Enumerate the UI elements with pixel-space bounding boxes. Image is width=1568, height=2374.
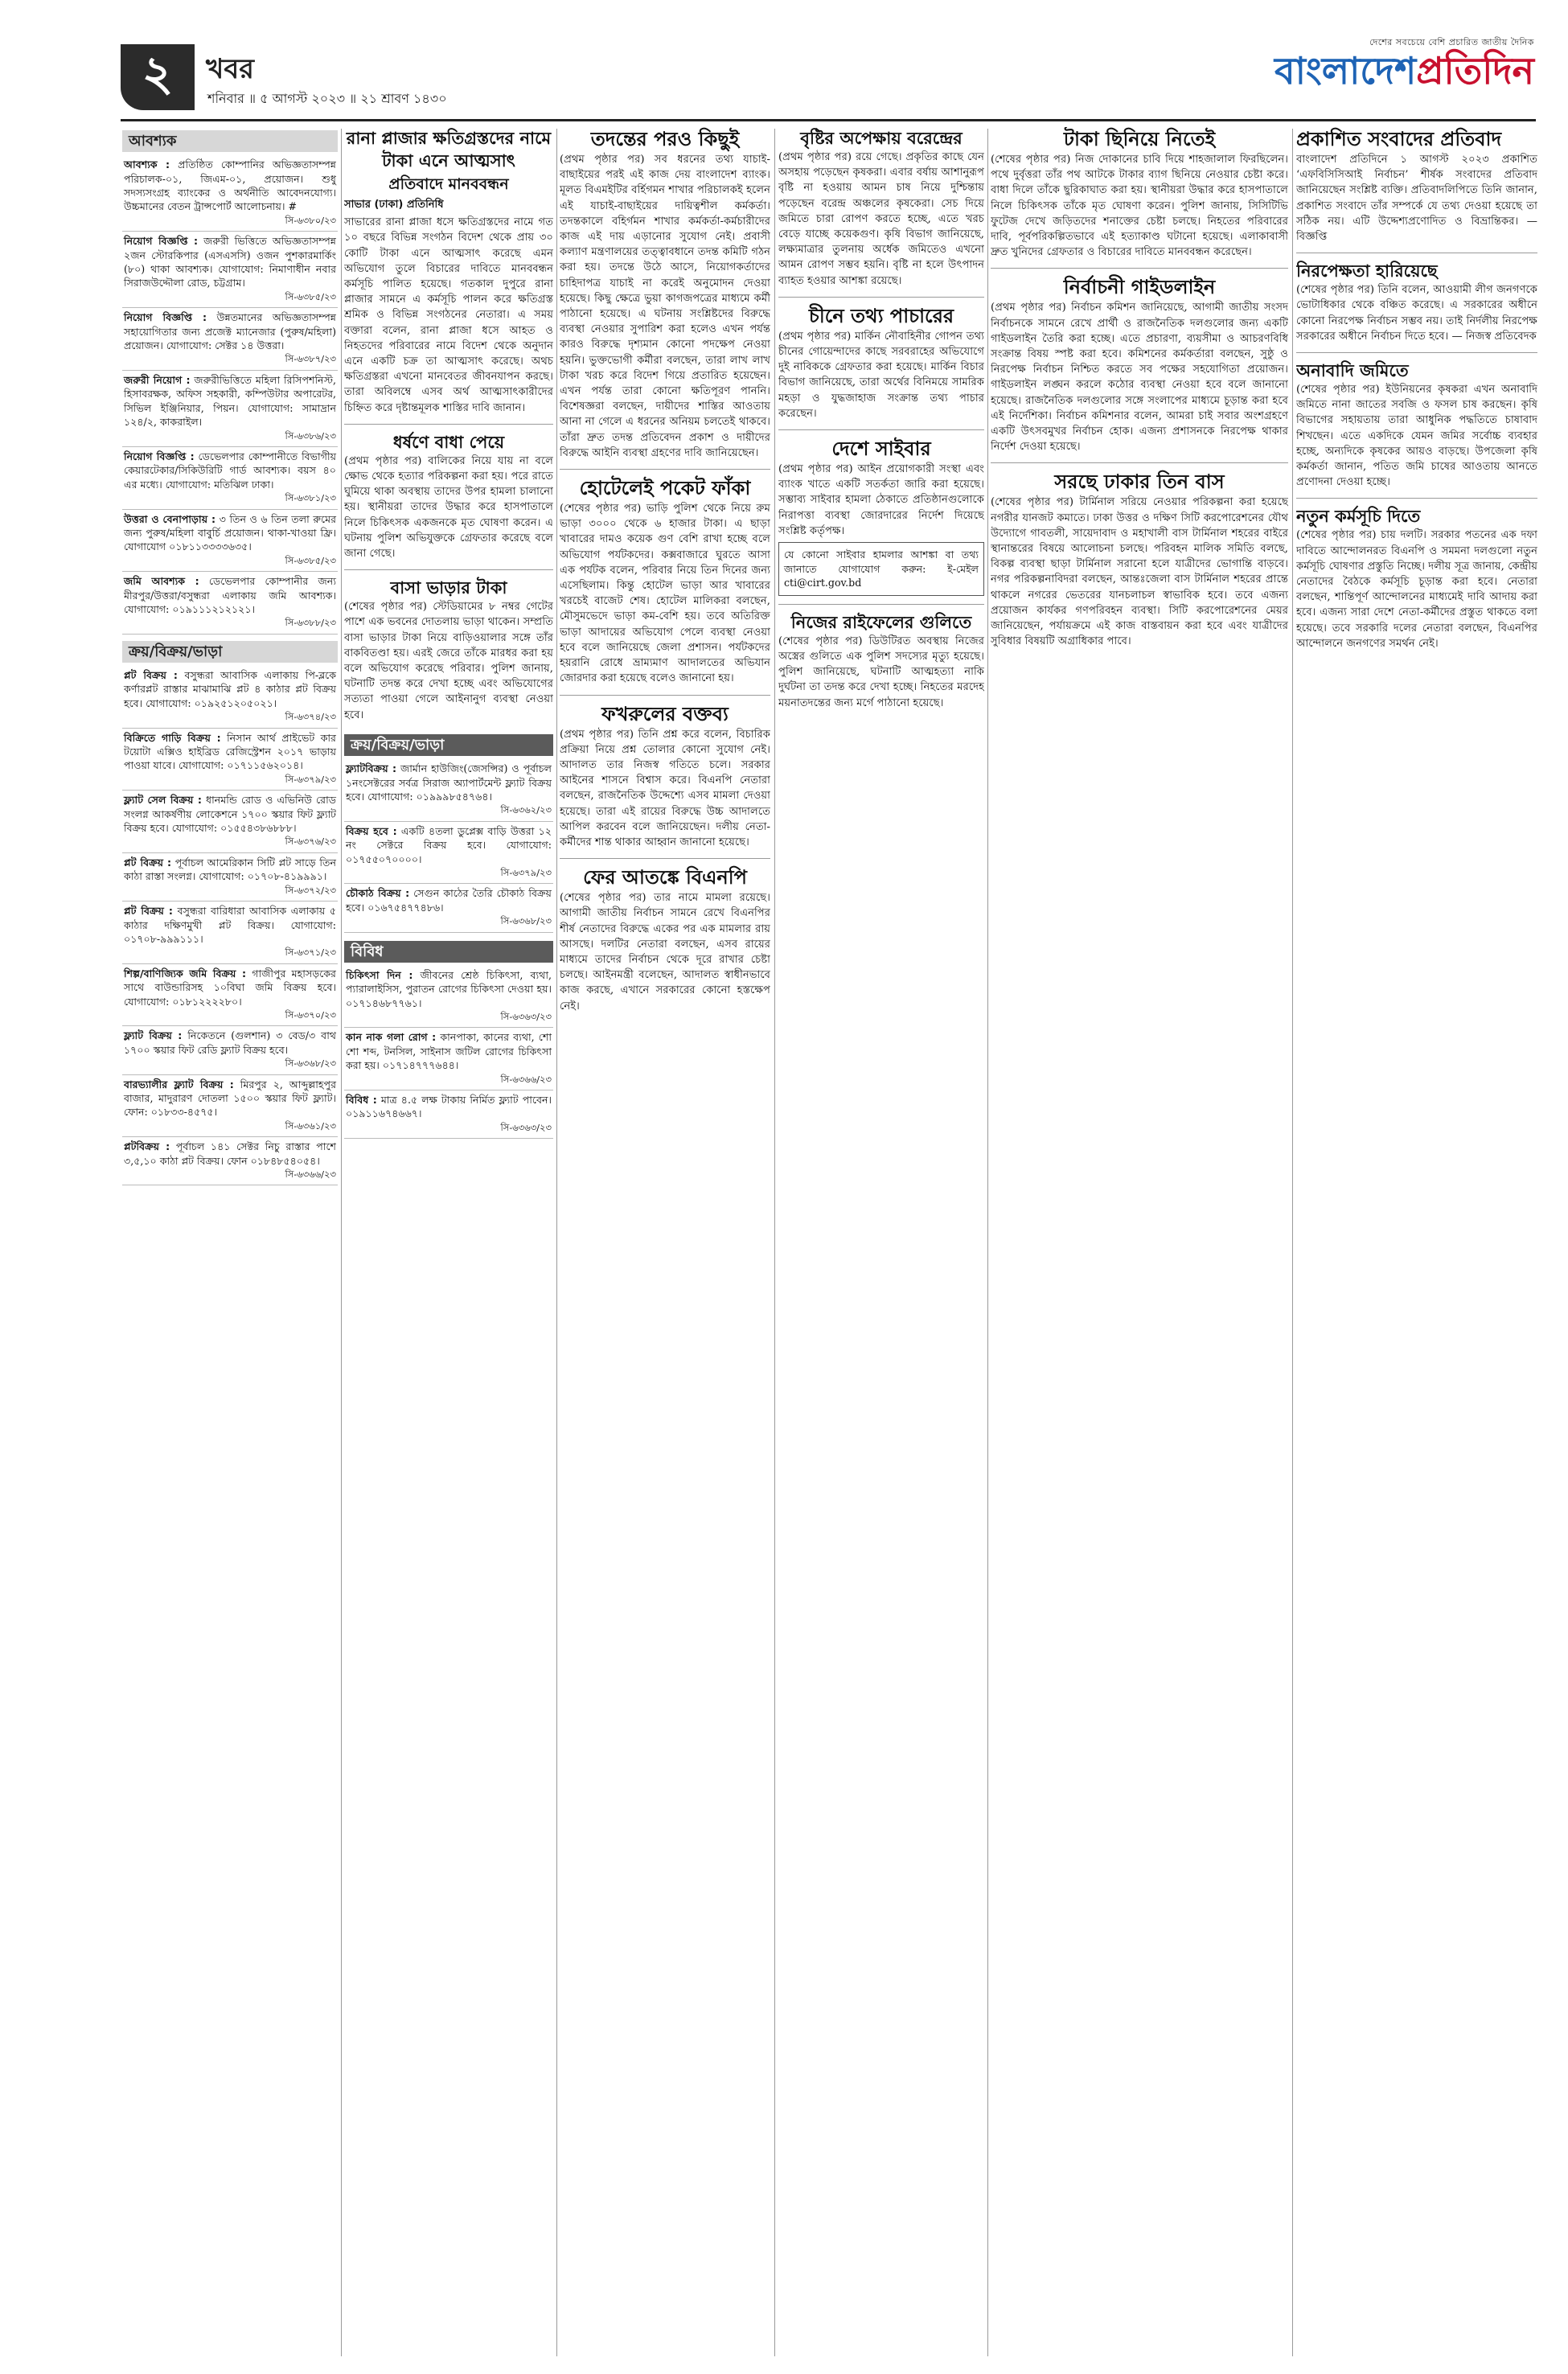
classified-ad-title: উত্তরা ও বেনাপাড়ায় : xyxy=(124,512,216,525)
story-headline: চীনে তথ্য পাচারের xyxy=(808,304,954,327)
story-body: (প্রথম পৃষ্ঠার পর) আইন প্রয়োগকারী সংস্থা এবং ব্যাংক খাতে একটি সতর্কতা জারি করা হয়েছে। সম্ভাব্য সাইবার হামলা ঠেকাতে প্রতিষ্ঠানগুলোকে নিরাপত্তা ব্যবস্থা জোরদারের নির্দেশ দিয়েছে সংশ্লিষ্ট কর্তৃপক্ষ। xyxy=(778,463,984,537)
classified-ad-body: সেগুন কাঠের তৈরি চৌকাঠ বিক্রয় হবে। ০১৬৭৫৪৭৭৪৮৬। xyxy=(346,887,552,914)
section-name: খবর xyxy=(206,53,254,85)
classified-ad xyxy=(122,1137,338,1185)
story-body: বাংলাদেশ প্রতিদিনে ১ আগস্ট ২০২৩ প্রকাশিত ‘এফবিসিসিআই নির্বাচন’ শীর্ষক সংবাদের প্রতিবাদ জানিয়েছেন সংশ্লিষ্ট ব্যক্তি। প্রতিবাদলিপিতে তিনি জানান, প্রকাশিত সংবাদে তাঁর সম্পর্কে যে তথ্য দেওয়া হয়েছে তা সঠিক নয়। এটি উদ্দেশ্যপ্রণোদিত ও বিভ্রান্তিকর। — বিজ্ঞপ্তি xyxy=(1296,154,1537,244)
classified-ad xyxy=(122,572,338,635)
story-divider xyxy=(560,858,770,859)
classified-ad-body: বসুন্ধরা আবাসিক এলাকায় পি-ব্লকে কর্ণারপ্লট রাস্তার মাঝামাঝি প্লট ৪ কাঠার প্লট বিক্রয় হবে। যোগাযোগ: ০১৯২৫১২০৫০২১। xyxy=(124,669,337,709)
story-divider xyxy=(778,604,984,605)
classified-ad xyxy=(122,510,338,573)
classified-ad xyxy=(344,966,553,1029)
story-headline: হোটেলেই পকেট ফাঁকা xyxy=(579,477,751,500)
classified-heading: ক্রয়/বিক্রয়/ভাড়া xyxy=(122,641,338,663)
date-line: শনিবার ॥ ৫ আগস্ট ২০২৩ ॥ ২১ শ্রাবণ ১৪৩০ xyxy=(207,91,447,106)
classified-ad xyxy=(122,232,338,308)
classified-ad-title: বিবিধ : xyxy=(346,1094,377,1107)
brand-name-part1: বাংলাদেশ xyxy=(1274,49,1417,92)
classified-ad-code: সি-৬৩৬৮/২৩ xyxy=(500,915,552,927)
story-divider xyxy=(1296,352,1537,353)
news-story xyxy=(560,476,770,686)
classified-list xyxy=(344,966,553,1139)
classified-ad-code: সি-৬৩৮৬/২৩ xyxy=(285,429,336,442)
news-story xyxy=(991,470,1288,649)
story-headline: প্রকাশিত সংবাদের প্রতিবাদ xyxy=(1296,128,1502,150)
column-divider xyxy=(341,129,342,2356)
brand-tagline: দেশের সবচেয়ে বেশি প্রচারিত জাতীয় দৈনিক xyxy=(1369,37,1534,47)
classified-heading: ক্রয়/বিক্রয়/ভাড়া xyxy=(344,734,553,756)
classified-ad-body: পূর্বাচল ১৪১ সেক্টর নিচু রাস্তার পাশে ৩,৫,১০ কাঠা প্লট বিক্রয়। ফোন ০১৮৪৮৫৪০৫৪। xyxy=(124,1140,336,1167)
story-body: (শেষের পৃষ্ঠার পর) ভাড়ি পুলিশ থেকে নিয়ে রুম ভাড়া ৩০০০ থেকে ৬ হাজার টাকা। এ ছাড়া খাবারের দামও কয়েক গুণ বেশি রাখা হচ্ছে বলে অভিযোগ পর্যটকদের। কক্সবাজারে ঘুরতে আসা এক পর্যটক বলেন, পরিবার নিয়ে তিন দিনের জন্য এসেছিলাম। কিন্তু হোটেল ভাড়া আর খাবারের খরচেই বাজেট শেষ। হোটেল মালিকরা বলছেন, মৌসুমভেদে ভাড়া কম-বেশি হয়। তবে অতিরিক্ত ভাড়া আদায়ের অভিযোগ পেলে ব্যবস্থা নেওয়া হবে বলে জানিয়েছে জেলা প্রশাসন। পর্যটকদের হয়রানি রোধে ভ্রাম্যমাণ আদালতের অভিযান জোরদার করা হয়েছে বলেও জানানো হয়। xyxy=(560,503,770,685)
story-divider xyxy=(560,695,770,696)
news-story xyxy=(344,127,553,416)
news-story xyxy=(344,431,553,561)
classified-ad-code: সি-৬৩৭৯/২৩ xyxy=(285,773,336,785)
classified-ad-body: প্রতিষ্ঠিত কোম্পানির অভিজ্ঞতাসম্পন্ন পরিচালক-০১, জিএম-০১, প্রয়োজন। শুধু সদস্যসংগ্রহ ব্যাংকের ও অর্থনীতি আবেদনযোগ্য। উচ্চমানের বেতন ট্রান্সপোর্ট আলোচনায়। # xyxy=(124,158,336,213)
classified-ad-code: সি-৬৩৬৮/২৩ xyxy=(285,1058,336,1070)
classified-ad-body: জীবনের শ্রেষ্ঠ চিকিৎসা, ব্যথা, প্যারালাইসিস, পুরাতন রোগের চিকিৎসা দেওয়া হয়। ০১৭১৪৬৮৭৭৬১। xyxy=(346,968,552,1009)
brand-logo xyxy=(1275,51,1534,91)
classified-ad xyxy=(122,666,338,729)
classified-ad-title: বিক্রয় হবে : xyxy=(346,824,397,837)
classified-ad xyxy=(344,1028,553,1090)
news-story xyxy=(778,611,984,711)
story-body: (শেষের পৃষ্ঠার পর) তার নামে মামলা রয়েছে। আগামী জাতীয় নির্বাচন সামনে রেখে বিএনপির শীর্ষ নেতাদের বিরুদ্ধে একের পর এক মামলার রায় আসছে। দলটির নেতারা বলছেন, এসব রায়ের মাধ্যমে তাদের নির্বাচন থেকে দূরে রাখার চেষ্টা চলছে। আইনমন্ত্রী বলেছেন, আদালত স্বাধীনভাবে কাজ করছে, এখানে সরকারের কোনো হস্তক্ষেপ নেই। xyxy=(560,892,770,1012)
brand-name-part2: প্রতিদিন xyxy=(1416,49,1534,92)
classified-heading: বিবিধ xyxy=(344,941,553,963)
story-body: (শেষের পৃষ্ঠার পর) ইউনিয়নের কৃষকরা এখন অনাবাদি জমিতে নানা জাতের সবজি ও ফসল চাষ করছেন। কৃষি বিভাগের সহায়তায় তারা আধুনিক পদ্ধতিতে চাষাবাদ শিখছেন। এতে একদিকে যেমন জমির সর্বোচ্চ ব্যবহার হচ্ছে, অন্যদিকে কৃষকের আয়ও বাড়ছে। উপজেলা কৃষি কর্মকর্তা জানান, পতিত জমি চাষের আওতায় আনতে প্রণোদনা দেওয়া হচ্ছে। xyxy=(1296,384,1537,489)
classified-ad-title: বারভ্যালীর ফ্ল্যাট বিক্রয় : xyxy=(124,1078,234,1090)
story-headline: নিজের রাইফেলের গুলিতে xyxy=(790,612,972,632)
classified-ad-code: সি-৬৩৭০/২৩ xyxy=(285,1008,336,1021)
classified-ad-title: ফ্ল্যাট বিক্রয় : xyxy=(124,1029,183,1042)
classified-ad xyxy=(344,759,553,822)
classified-ad-code: সি-৬৩৬২/২৩ xyxy=(500,804,552,816)
news-column-5 xyxy=(991,127,1288,2353)
contact-box: যে কোনো সাইবার হামলার আশঙ্কা বা তথ্য জানাতে যোগাযোগ করুন: ই-মেইল cti@cirt.gov.bd xyxy=(778,542,984,596)
story-headline: দেশে সাইবার xyxy=(831,437,931,461)
classified-ad-title: প্লট বিক্রয় : xyxy=(124,856,172,869)
story-headline: নিরপেক্ষতা হারিয়েছে xyxy=(1296,261,1438,281)
classified-ad-body: গাজীপুর মহাসড়কের সাথে বাউন্ডারিসহ ১০বিঘা জমি বিক্রয় হবে। যোগাযোগ: ০১৮১২২২২৮০। xyxy=(124,967,336,1008)
classified-ad xyxy=(122,308,338,371)
classified-ad-code: সি-৬৩৮৫/২৩ xyxy=(285,290,336,302)
classified-ad-code: সি-৬৩৭৪/২৩ xyxy=(285,711,336,723)
news-story xyxy=(991,275,1288,454)
classified-ad xyxy=(344,822,553,885)
news-story xyxy=(778,304,984,421)
classified-ad-body: নিসান আর্থ প্রাইভেট কার টয়োটা এক্সিও হাইব্রিড রেজিস্ট্রেশন ২০১৭ ভাড়ায় পাওয়া যাবে। যোগাযোগ: ০১৭১১৫৬২০১৪। xyxy=(124,731,336,772)
classified-ad-body: জরুরীভিত্তিতে মহিলা রিসিপশনিস্ট, হিসাবরক্ষক, অফিস সহকারী, কম্পিউটার অপারেটর, সিভিল ইঞ্জিনিয়ার, পিয়ন। যোগাযোগ: সামাদ্রান ১২৪/২, কাকরাইল। xyxy=(124,373,336,429)
column-divider xyxy=(774,129,775,2356)
story-headline: ফের আতঙ্কে বিএনপি xyxy=(583,866,747,889)
classified-ad xyxy=(122,964,338,1027)
classified-ad-body: ডেভেলপার কোম্পানীতে বিভাগীয় কেয়ারটেকার/সিকিউরিটি গার্ড আবশ্যক। বয়স ৪০ এর মধ্যে। যোগাযোগ: মতিঝিল ঢাকা। xyxy=(124,450,336,491)
masthead-rule xyxy=(121,119,1536,121)
classified-ad-code: সি-৬৩৬৩/২৩ xyxy=(500,1121,552,1133)
classified-ad-code: সি-৬৩৬৬/২৩ xyxy=(500,1073,552,1085)
news-story xyxy=(1296,260,1537,344)
story-headline: অনাবাদি জমিতে xyxy=(1296,361,1409,381)
story-byline: সাভার (ঢাকা) প্রতিনিধি xyxy=(344,199,444,211)
classified-ad-body: জরুরী ভিত্তিতে অভিজ্ঞতাসম্পন্ন ২জন স্টোরকিপার (এসএসসি) ওজন পুশকারমার্কিং (৮০) থাকা আবশ্যক। যোগাযোগ: নিমাণাধীন নবার সিরাজউদ্দৌলা রোড, চট্টগ্রাম। xyxy=(124,235,336,290)
story-body: সাভারের রানা প্লাজা ধসে ক্ষতিগ্রস্তদের নামে গত ১০ বছরে বিভিন্ন সংগঠন বিদেশ থেকে প্রায় ৩০ কোটি টাকা এনে আত্মসাৎ করেছে এমন অভিযোগ তুলে বিচারের দাবিতে মানববন্ধন কর্মসূচি পালিত হয়েছে। গতকাল দুপুরে রানা প্লাজার সামনে এ কর্মসূচি পালন করে ক্ষতিগ্রস্ত শ্রমিক ও বিভিন্ন সংগঠনের নেতারা। এ সময় বক্তারা বলেন, রানা প্লাজা ধসে আহত ও নিহতদের পরিবারের নামে বিদেশ থেকে অনুদান এনে একটি চক্র তা আত্মসাৎ করেছে। অথচ ক্ষতিগ্রস্তরা এখনো মানবেতর জীবনযাপন করছে। তারা অবিলম্বে এসব অর্থ আত্মসাৎকারীদের চিহ্নিত করে দৃষ্টান্তমূলক শাস্তির দাবি জানান। xyxy=(344,216,553,414)
news-column-2 xyxy=(344,127,553,2353)
story-divider xyxy=(991,268,1288,269)
classified-ad xyxy=(344,1090,553,1139)
story-body: (শেষের পৃষ্ঠার পর) স্টেডিয়ামের ৮ নম্বর গেটের পাশে এক ভবনের দোতলায় ভাড়া থাকেন। সম্প্রতি বাসা ভাড়ার টাকা নিয়ে বাড়িওয়ালার সঙ্গে তাঁর বাকবিতণ্ডা হয়। এরই জেরে তাঁকে মারধর করা হয় বলে অভিযোগ করেছে পরিবার। পুলিশ জানায়, ঘটনাটি তদন্ত করে দেখা হচ্ছে এবং অভিযোগের সত্যতা পাওয়া গেলে আইনানুগ ব্যবস্থা নেওয়া হবে। xyxy=(344,601,553,721)
classified-ad-code: সি-৬৩৭৬/২৩ xyxy=(285,836,336,848)
classified-ad-body: উন্নতমানের অভিজ্ঞতাসম্পন্ন সহায়োগিতার জন্য প্রজেক্ট ম্যানেজার (পুরুষ/মহিলা) প্রয়োজন। যোগাযোগ: সেক্টর ১৪ উত্তরা। xyxy=(124,311,336,352)
classified-ad-code: সি-৬৩৮১/২৩ xyxy=(285,492,336,504)
news-story xyxy=(560,702,770,851)
classified-ad xyxy=(122,853,338,902)
story-body: (শেষের পৃষ্ঠার পর) নিজ দোকানের চাবি দিয়ে শাহজালাল ফিরছিলেন। পথে দুর্বৃত্তরা তাঁর পথ আটকে টাকার ব্যাগ ছিনিয়ে নেওয়ার চেষ্টা করে। বাধা দিলে তাঁকে ছুরিকাঘাত করা হয়। স্থানীয়রা উদ্ধার করে হাসপাতালে নিলে চিকিৎসক তাঁকে মৃত ঘোষণা করেন। পুলিশ জানায়, সিসিটিভি ফুটেজ দেখে জড়িতদের শনাক্তের চেষ্টা চলছে। নিহতের পরিবারের দাবি, পূর্বপরিকল্পিতভাবে এই হত্যাকাণ্ড ঘটানো হয়েছে। এলাকাবাসী দ্রুত খুনিদের গ্রেফতার ও বিচারের দাবিতে মানববন্ধন করেছেন। xyxy=(991,154,1288,259)
story-body: (প্রথম পৃষ্ঠার পর) নির্বাচন কমিশন জানিয়েছে, আগামী জাতীয় সংসদ নির্বাচনকে সামনে রেখে প্রার্থী ও রাজনৈতিক দলগুলোর জন্য একটি গাইডলাইন তৈরি করা হচ্ছে। এতে প্রচারণা, ব্যয়সীমা ও আচরণবিধি সংক্রান্ত বিষয় স্পষ্ট করা হবে। কমিশনের কর্মকর্তারা বলছেন, সুষ্ঠু ও নিরপেক্ষ নির্বাচন নিশ্চিত করতে সব পক্ষের সহযোগিতা প্রয়োজন। গাইডলাইন লঙ্ঘন করলে কঠোর ব্যবস্থা নেওয়া হবে বলে জানানো হয়েছে। রাজনৈতিক দলগুলোর সঙ্গে সংলাপের মাধ্যমে চূড়ান্ত করা হবে এই নির্দেশিকা। নির্বাচন কমিশনার বলেন, আমরা চাই সবার অংশগ্রহণে একটি উৎসবমুখর নির্বাচন হোক। এজন্য প্রশাসনকে নিরপেক্ষ থাকার নির্দেশ দেওয়া হয়েছে। xyxy=(991,302,1288,454)
classified-ad-code: সি-৬৩৭২/২৩ xyxy=(285,884,336,896)
classified-ad-body: কানপাকা, কানের ব্যথা, শো শো শব্দ, টনসিল, সাইনাস জটিল রোগের চিকিৎসা করা হয়। ০১৭১৪৭৭৭৬৪৪। xyxy=(346,1031,552,1072)
classified-ad xyxy=(122,371,338,447)
classified-ad-body: ডেভেলপার কোম্পানীর জন্য মীরপুর/উত্তরা/বসুন্ধরা এলাকায় জমি আবশ্যক। যোগাযোগ: ০১৯১১১২১২১২১। xyxy=(124,575,336,615)
classified-ad-title: আবশ্যক : xyxy=(124,158,170,171)
news-story xyxy=(778,127,984,289)
story-headline: তদন্তের পরও কিছুই xyxy=(590,128,740,150)
classified-ad-code: সি-৬৩৭১/২৩ xyxy=(285,947,336,959)
column-divider xyxy=(1292,129,1293,2356)
classified-ad-code: সি-৬৩৬৩/২৩ xyxy=(500,1010,552,1022)
classified-ad xyxy=(344,884,553,932)
classified-list xyxy=(122,666,338,1185)
classified-ad-title: চৌকাঠ বিক্রয় : xyxy=(346,887,410,900)
news-story xyxy=(991,127,1288,260)
story-divider xyxy=(778,297,984,298)
classified-ad-body: পূর্বাচল আমেরিকান সিটি প্লট সাড়ে তিন কাঠা রাস্তা সংলগ্ন। যোগাযোগ: ০১৭০৮-৪১৯৯৯১। xyxy=(124,856,336,883)
column-divider xyxy=(556,129,557,2356)
classified-ad-title: কান নাক গলা রোগ : xyxy=(346,1031,437,1044)
classified-ad-code: সি-৬৩৮৮/২৩ xyxy=(285,617,336,629)
classified-ad xyxy=(122,155,338,232)
classified-ad xyxy=(122,902,338,964)
news-column-4 xyxy=(778,127,984,2353)
classified-ad-code: সি-৬৩৮৭/২৩ xyxy=(285,353,336,365)
story-divider xyxy=(1296,498,1537,499)
story-headline: ফখরুলের বক্তব্য xyxy=(601,702,729,725)
story-body: (শেষের পৃষ্ঠার পর) তিনি বলেন, আওয়ামী লীগ জনগণকে ভোটাধিকার থেকে বঞ্চিত করেছে। এ সরকারের অধীনে কোনো নিরপেক্ষ নির্বাচন সম্ভব নয়। তাই নির্দলীয় নিরপেক্ষ সরকারের অধীনে নির্বাচন দিতে হবে। — নিজস্ব প্রতিবেদক xyxy=(1296,284,1537,343)
classified-ad-title: শিল্প/বাণিজ্যিক জমি বিক্রয় : xyxy=(124,967,246,980)
classified-ad xyxy=(122,1075,338,1138)
classified-ad-title: চিকিৎসা দিন : xyxy=(346,968,413,981)
classified-ad-body: বসুন্ধরা বারিধারা আবাসিক এলাকায় ৫ কাঠার দক্ষিণমুখী প্লট বিক্রয়। যোগাযোগ: ০১৭০৮-৯৯৯১১১। xyxy=(124,905,336,945)
classified-ad-title: জরুরী নিয়োগ : xyxy=(124,373,191,386)
classified-heading: আবশ্যক xyxy=(122,130,338,152)
column-divider xyxy=(987,129,988,2356)
story-body: (প্রথম পৃষ্ঠার পর) তিনি প্রশ্ন করে বলেন, বিচারিক প্রক্রিয়া নিয়ে প্রশ্ন তোলার কোনো সুযোগ নেই। আদালত তার নিজস্ব গতিতে চলে। সরকার আইনের শাসনে বিশ্বাস করে। বিএনপি নেতারা বলছেন, রাজনৈতিক উদ্দেশ্যে এসব মামলা দেওয়া হয়েছে। তারা এই রায়ের বিরুদ্ধে উচ্চ আদালতে আপিল করবেন বলে জানিয়েছেন। দলীয় নেতা-কর্মীদের শান্ত থাকার আহ্বান জানানো হয়েছে। xyxy=(560,728,770,848)
story-divider xyxy=(344,569,553,570)
classified-ad-title: নিয়োগ বিজ্ঞপ্তি : xyxy=(124,235,199,248)
story-divider xyxy=(991,462,1288,463)
classified-column xyxy=(122,127,338,2353)
classified-ad-code: সি-৬৩৮০/২৩ xyxy=(285,214,336,226)
story-body: (প্রথম পৃষ্ঠার পর) বালিকের নিয়ে যায় না বলে ক্ষোভ থেকে হত্যার পরিকল্পনা করা হয়। পরে রাতে ঘুমিয়ে থাকা অবস্থায় তাদের উপর হামলা চালানো হয়। স্থানীয়রা তাদের উদ্ধার করে হাসপাতালে নিলে চিকিৎসক একজনকে মৃত ঘোষণা করেন। এ ঘটনায় পুলিশ অভিযুক্তকে গ্রেফতার করেছে বলে জানা গেছে। xyxy=(344,454,553,561)
news-story xyxy=(1296,127,1537,244)
classified-list xyxy=(122,155,338,635)
classified-ad xyxy=(122,1026,338,1074)
classified-ad-body: ৩ তিন ও ৬ তিন তলা রুমের জন্য পুরুষ/মহিলা বাবুর্চি প্রয়োজন। থাকা-খাওয়া ফ্রি। যোগাযোগ ০১৮১১৩৩৩৩৬৩৫। xyxy=(124,512,337,553)
story-headline: নির্বাচনী গাইডলাইন xyxy=(1063,276,1216,299)
story-headline: ধর্ষণে বাধা পেয়ে xyxy=(392,432,505,452)
story-body: (প্রথম পৃষ্ঠার পর) মার্কিন নৌবাহিনীর গোপন তথ্য চীনের গোয়েন্দাদের কাছে সরবরাহের অভিযোগে দুই নাবিককে গ্রেফতার করা হয়েছে। মার্কিন বিচার বিভাগ জানিয়েছে, তারা অর্থের বিনিময়ে সামরিক মহড়া ও যুদ্ধজাহাজ সংক্রান্ত তথ্য পাচার করেছেন। xyxy=(778,330,984,420)
story-body: (শেষের পৃষ্ঠার পর) টার্মিনাল সরিয়ে নেওয়ার পরিকল্পনা করা হয়েছে নগরীর যানজট কমাতে। ঢাকা উত্তর ও দক্ষিণ সিটি করপোরেশনের যৌথ উদ্যোগে গাবতলী, সায়েদাবাদ ও মহাখালী বাস টার্মিনাল শহরের বাইরে স্থানান্তরের বিষয়ে আলোচনা চলছে। পরিবহন মালিক সমিতি বলছে, বিকল্প ব্যবস্থা ছাড়া টার্মিনাল সরানো হলে যাত্রীদের ভোগান্তি বাড়বে। নগর পরিকল্পনাবিদরা বলছেন, আন্তঃজেলা বাস টার্মিনাল শহরের প্রান্তে থাকলে নগরের ভেতরের যানচলাচল স্বাভাবিক হবে। তবে এজন্য প্রয়োজন কার্যকর গণপরিবহন ব্যবস্থা। সিটি করপোরেশনের মেয়র জানিয়েছেন, পর্যায়ক্রমে এই কাজ বাস্তবায়ন করা হবে এবং যাত্রীদের সুবিধার বিষয়টি অগ্রাধিকার পাবে। xyxy=(991,496,1288,648)
news-story xyxy=(1296,505,1537,651)
classified-ad-body: ধানমন্ডি রোড ও এভিনিউ রোড সংলগ্ন আকর্ষণীয় লোকেশনে ১৭০০ স্কয়ার ফিট ফ্ল্যাট বিক্রয় হবে। যোগাযোগ: ০১৫৫৪৩৮৬৮৮৮। xyxy=(124,794,337,835)
story-body: (শেষের পৃষ্ঠার পর) চায় দলটি। সরকার পতনের এক দফা দাবিতে আন্দোলনরত বিএনপি ও সমমনা দলগুলো নতুন কর্মসূচি ঘোষণার প্রস্তুতি নিচ্ছে। দলীয় সূত্র জানায়, কেন্দ্রীয় নেতাদের বৈঠকে কর্মসূচি চূড়ান্ত করা হবে। নেতারা বলছেন, শান্তিপূর্ণ আন্দোলনের মাধ্যমেই দাবি আদায় করা হবে। এজন্য সারা দেশে নেতা-কর্মীদের প্রস্তুত থাকতে বলা হয়েছে। তবে সরকারি দলের নেতারা বলছেন, বিএনপির আন্দোলনে জনগণের সমর্থন নেই। xyxy=(1296,529,1537,650)
story-subheadline: প্রতিবাদে মানববন্ধন xyxy=(388,175,509,193)
story-body: (প্রথম পৃষ্ঠার পর) সব ধরনের তথ্য যাচাই-বাছাইয়ের পরই এই কাজ দেয় বাংলাদেশ ব্যাংক। মূলত বিএমইটির বর্হিগমন শাখার পরিচালকই হলেন এই যাচাই-বাছাইয়ের দায়িত্বশীল কর্মকর্তা। তদন্তকালে বহির্গমন শাখার কর্মকর্তা-কর্মচারীদের কাজ এই দায় এড়ানোর সুযোগ নেই। প্রবাসী কল্যাণ মন্ত্রণালয়ের তত্ত্বাবধানে তদন্ত কমিটি গঠন করা হয়। তদন্তে উঠে আসে, নিয়োগকর্তাদের চাহিদাপত্র যাচাই না করেই অনুমোদন দেওয়া হয়েছে। কিছু ক্ষেত্রে ভুয়া কাগজপত্রের মাধ্যমে কর্মী পাঠানো হয়েছে। এ ঘটনায় সংশ্লিষ্টদের বিরুদ্ধে ব্যবস্থা নেওয়ার সুপারিশ করা হলেও এখন পর্যন্ত কারও বিরুদ্ধে দৃশ্যমান কোনো পদক্ষেপ নেওয়া হয়নি। ভুক্তভোগী কর্মীরা বলছেন, তারা লাখ লাখ টাকা খরচ করে বিদেশ গিয়ে প্রতারিত হয়েছেন। এখন পর্যন্ত তারা কোনো ক্ষতিপূরণ পাননি। বিশেষজ্ঞরা বলছেন, দায়ীদের শাস্তির আওতায় আনা না গেলে এ ধরনের অনিয়ম চলতেই থাকবে। তাঁরা দ্রুত তদন্ত প্রতিবেদন প্রকাশ ও দায়ীদের বিরুদ্ধে আইনি ব্যবস্থা গ্রহণের দাবি জানিয়েছেন। xyxy=(560,154,770,459)
news-story xyxy=(560,127,770,461)
classified-ad-title: ফ্ল্যাট সেল বিক্রয় : xyxy=(124,794,202,807)
news-story xyxy=(560,865,770,1014)
classified-list xyxy=(344,759,553,932)
classified-ad-body: মাত্র ৪.৫ লক্ষ টাকায় নির্মিত ফ্ল্যাট পাবেন। ০১৯১১৬৭৪৬৬৭। xyxy=(346,1094,552,1120)
story-divider xyxy=(344,424,553,425)
classified-ad-body: নিকেতনে (গুলশান) ৩ বেড/৩ বাথ ১৭০০ স্কয়ার ফিট রেডি ফ্ল্যাট বিক্রয় হবে। xyxy=(124,1029,336,1056)
news-story xyxy=(1296,359,1537,490)
story-headline: বাসা ভাড়ার টাকা xyxy=(390,578,507,598)
classified-ad xyxy=(122,447,338,510)
classified-ad-body: মিরপুর ২, আব্দুল্লাহপুর বাজার, মাদুরারণ দোতলা ১৫০০ স্কয়ার ফিট ফ্ল্যাট। ফোন: ০১৮৩৩-৪৫৭৫। xyxy=(124,1078,336,1119)
story-body: (শেষের পৃষ্ঠার পর) ডিউটিরত অবস্থায় নিজের অস্ত্রের গুলিতে এক পুলিশ সদস্যের মৃত্যু হয়েছে। পুলিশ জানিয়েছে, ঘটনাটি আত্মহত্যা নাকি দুর্ঘটনা তা তদন্ত করে দেখা হচ্ছে। নিহতের মরদেহ ময়নাতদন্তের জন্য মর্গে পাঠানো হয়েছে। xyxy=(778,635,984,709)
news-column-6 xyxy=(1296,127,1537,2353)
page-number: ২ xyxy=(121,44,195,110)
news-story xyxy=(344,577,553,723)
story-headline: সরছে ঢাকার তিন বাস xyxy=(1054,470,1225,494)
story-headline: বৃষ্টির অপেক্ষায় বরেন্দ্রের xyxy=(800,129,963,148)
classified-ad-title: প্লট বিক্রয় : xyxy=(124,905,173,918)
classified-ad-title: ফ্ল্যাটবিক্রয় : xyxy=(346,762,397,775)
classified-ad-code: সি-৬৩৭৯/২৩ xyxy=(500,866,552,878)
story-divider xyxy=(778,429,984,430)
classified-ad-code: সি-৬৩৮৫/২৩ xyxy=(285,554,336,566)
classified-ad-title: নিয়োগ বিজ্ঞপ্তি : xyxy=(124,450,195,462)
classified-ad xyxy=(122,791,338,853)
classified-ad-body: জার্মান হাউজিং(জেসন্সির) ও পূর্বাচল ১নংসেক্টরের সর্বত্র সিরাজ অ্যাপার্টমেন্ট ফ্ল্যাট বিক্রয় হবে। যোগাযোগ: ০১৯৯৯৮৫৪৭৬৪। xyxy=(346,762,552,803)
news-story xyxy=(778,437,984,596)
classified-ad-title: প্লটবিক্রয় : xyxy=(124,1140,170,1153)
classified-ad-code: সি-৬৩৬৬/২৩ xyxy=(285,1169,336,1180)
classified-ad-title: জমি আবশ্যক : xyxy=(124,575,199,588)
newspaper-brand xyxy=(1275,35,1534,91)
classified-ad-body: একটি ৪তলা ডুপ্লেক্স বাড়ি উত্তরা ১২ নং সেক্টরে বিক্রয় হবে। যোগাযোগ: ০১৭৫৫০৭০০০০। xyxy=(346,824,552,865)
story-body: (প্রথম পৃষ্ঠার পর) রয়ে গেছে। প্রকৃতির কাছে যেন অসহায় পড়েছেন কৃষকরা। এবার বর্ষায় আশানুরূপ বৃষ্টি না হওয়ায় আমন চাষ নিয়ে দুশ্চিন্তায় পড়েছেন বরেন্দ্র অঞ্চলের কৃষকেরা। সেচ দিয়ে জমিতে চারা রোপণ করতে হচ্ছে, এতে খরচ বেড়ে যাচ্ছে কয়েকগুণ। কৃষি বিভাগ জানিয়েছে, লক্ষ্যমাত্রার তুলনায় অর্ধেক জমিতেও এখনো আমন রোপণ সম্ভব হয়নি। বৃষ্টি না হলে উৎপাদন ব্যাহত হওয়ার আশঙ্কা রয়েছে। xyxy=(778,151,984,287)
classified-ad xyxy=(122,729,338,791)
classified-ad-title: বিক্রিতে গাড়ি বিক্রয় : xyxy=(124,731,221,744)
story-divider xyxy=(560,469,770,470)
news-column-3 xyxy=(560,127,770,2353)
story-headline: টাকা ছিনিয়ে নিতেই xyxy=(1063,128,1216,150)
story-headline: রানা প্লাজার ক্ষতিগ্রস্তদের নামে টাকা এনে আত্মসাৎ xyxy=(346,129,552,170)
classified-ad-code: সি-৬৩৬১/২৩ xyxy=(285,1119,336,1132)
story-headline: নতুন কর্মসূচি দিতে xyxy=(1296,507,1421,527)
classified-ad-title: নিয়োগ বিজ্ঞপ্তি : xyxy=(124,311,207,324)
classified-ad-title: প্লট বিক্রয় : xyxy=(124,669,178,681)
